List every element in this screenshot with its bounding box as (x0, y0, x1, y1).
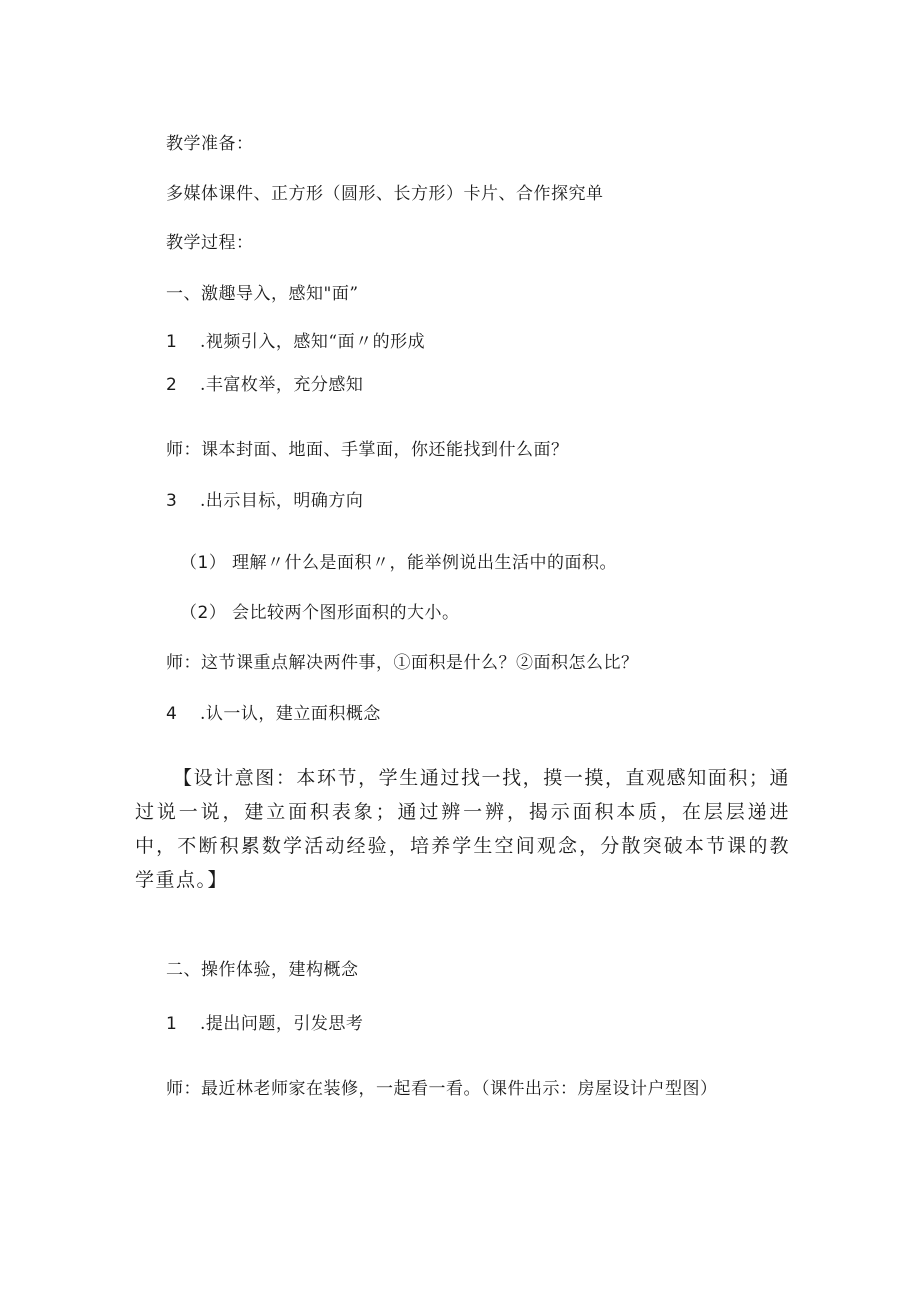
item-4-number: 4 (166, 704, 178, 724)
item-1-number: 1 (166, 332, 178, 352)
goal-2-text: 会比较两个图形面积的大小。 (232, 603, 460, 623)
goal-1 (180, 551, 617, 575)
item-3-number: 3 (166, 491, 178, 511)
item-3-text: .出示目标，明确方向 (200, 491, 364, 511)
item-2-number: 2 (166, 375, 178, 395)
process-heading: 教学过程： (166, 233, 254, 253)
item-4-text: .认一认，建立面积概念 (200, 704, 381, 724)
section1-title: 一、激趣导入，感知"面” (166, 284, 359, 304)
item-1-text: .视频引入，感知“面〃的形成 (200, 332, 426, 352)
section2-title: 二、操作体验，建构概念 (166, 960, 359, 980)
goal-2-number: （2） (180, 603, 227, 623)
section2-item-1-text: .提出问题，引发思考 (200, 1014, 364, 1034)
teacher-question-1: 师：课本封面、地面、手掌面，你还能找到什么面？ (166, 440, 569, 460)
prep-heading: 教学准备： (166, 134, 254, 154)
item-2 (166, 373, 363, 397)
item-4 (166, 702, 381, 726)
section2-item-1 (166, 1012, 363, 1036)
item-2-text: .丰富枚举，充分感知 (200, 375, 364, 395)
design-intent-paragraph: 【设计意图：本环节，学生通过找一找，摸一摸，直观感知面积；通过说一说，建立面积表象；通过辨一辨，揭示面积本质，在层层递进中，不断积累数学活动经验，培养学生空间观念，分散突破本节课的教学重点。】 (135, 767, 790, 891)
goal-1-number: （1） (180, 553, 227, 573)
section2-item-1-number: 1 (166, 1014, 178, 1034)
item-3 (166, 489, 363, 513)
teacher-question-2: 师：这节课重点解决两件事，①面积是什么？②面积怎么比？ (166, 653, 639, 673)
item-1 (166, 330, 425, 354)
goal-2 (180, 601, 460, 625)
teacher-question-3: 师：最近林老师家在装修，一起看一看。（课件出示：房屋设计户型图） (166, 1079, 718, 1099)
prep-items: 多媒体课件、正方形（圆形、长方形）卡片、合作探究单 (166, 184, 604, 204)
goal-1-text: 理解〃什么是面积〃，能举例说出生活中的面积。 (232, 553, 617, 573)
